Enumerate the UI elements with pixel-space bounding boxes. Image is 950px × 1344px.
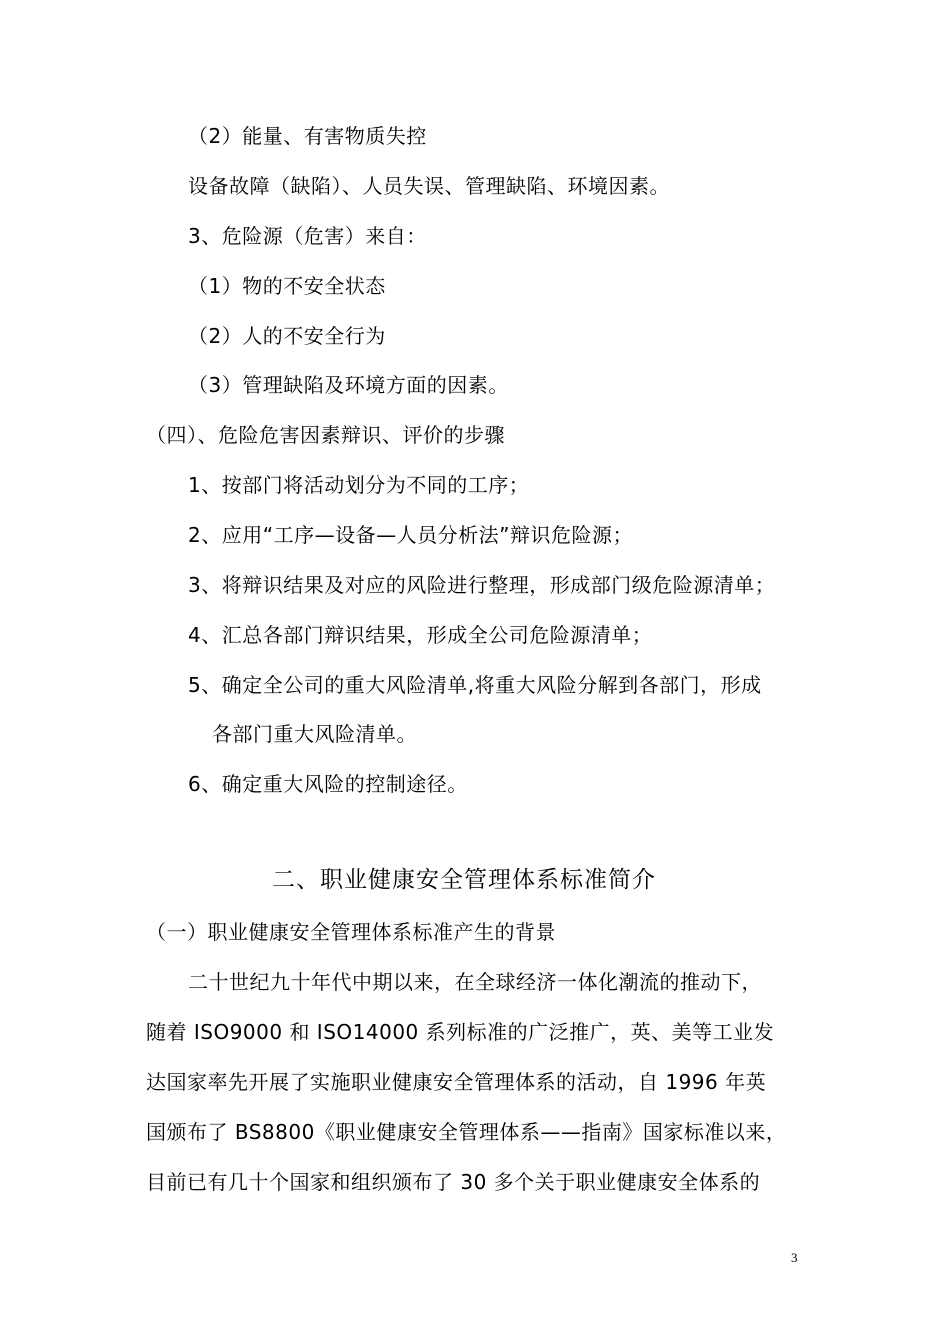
text-line: （2）人的不安全行为 — [188, 324, 386, 348]
list-item: 6、确定重大风险的控制途径。 — [188, 772, 468, 796]
list-item-continuation: 各部门重大风险清单。 — [212, 722, 417, 746]
paragraph-line: 目前已有几十个国家和组织颁布了 30 多个关于职业健康安全体系的 — [146, 1170, 761, 1194]
text-line: （1）物的不安全状态 — [188, 274, 386, 298]
text-line: （3）管理缺陷及环境方面的因素。 — [188, 373, 509, 397]
list-item: 1、按部门将活动划分为不同的工序； — [188, 473, 530, 497]
list-item: 3、将辩识结果及对应的风险进行整理，形成部门级危险源清单； — [188, 573, 776, 597]
paragraph-line: 二十世纪九十年代中期以来，在全球经济一体化潮流的推动下， — [188, 970, 762, 994]
paragraph-line: 随着 ISO9000 和 ISO14000 系列标准的广泛推广，英、美等工业发 — [146, 1020, 775, 1044]
section-heading: 二、职业健康安全管理体系标准简介 — [272, 867, 656, 893]
paragraph-line: 达国家率先开展了实施职业健康安全管理体系的活动，自 1996 年英 — [146, 1070, 767, 1094]
text-line: 3、危险源（危害）来自： — [188, 224, 427, 248]
paragraph-line: 国颁布了 BS8800《职业健康安全管理体系——指南》国家标准以来， — [146, 1120, 787, 1144]
text-line: 设备故障（缺陷）、人员失误、管理缺陷、环境因素。 — [188, 174, 670, 198]
list-item: 2、应用“工序—设备—人员分析法”辩识危险源； — [188, 523, 633, 547]
subsection-heading: （一）职业健康安全管理体系标准产生的背景 — [146, 920, 556, 944]
list-item: 5、确定全公司的重大风险清单,将重大风险分解到各部门，形成 — [188, 673, 762, 697]
text-line: （2）能量、有害物质失控 — [188, 124, 427, 148]
page-number: 3 — [791, 1250, 798, 1265]
list-item: 4、汇总各部门辩识结果，形成全公司危险源清单； — [188, 623, 653, 647]
subsection-heading: （四）、危险危害因素辩识、评价的步骤 — [146, 423, 505, 447]
